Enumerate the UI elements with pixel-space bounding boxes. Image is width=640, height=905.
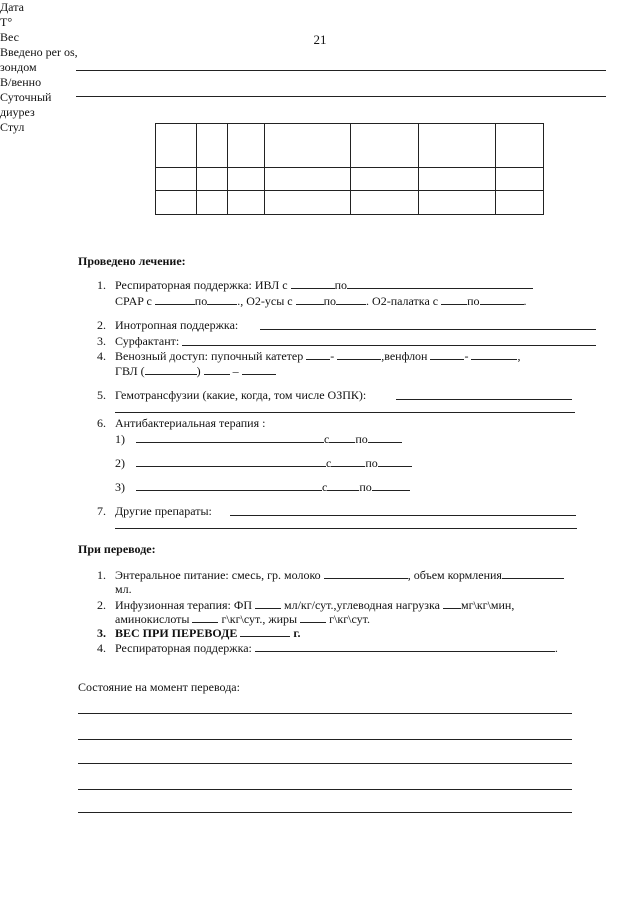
table-col-line [227,123,228,215]
list-item [97,334,179,348]
list-item [97,318,238,332]
blank-field[interactable] [296,294,324,305]
item-text: Инфузионная терапия: ФП [115,598,252,612]
blank-field[interactable] [204,364,230,375]
list-item [115,582,132,596]
blank-field[interactable] [136,480,322,491]
blank-field[interactable] [255,598,281,609]
item-text: ВЕС ПРИ ПЕРЕВОДЕ [115,626,238,640]
table-col-line [264,123,265,215]
item-text: г. [293,626,301,640]
item-text: по [194,294,208,308]
list-item [97,641,558,655]
item-text: по [355,432,368,446]
item-text: Сурфактант: [115,334,180,348]
item-text: г\кг\сут. [329,612,370,626]
blank-field[interactable] [291,278,335,289]
table-header-cell: В/венно [0,75,42,89]
list-item [97,278,533,292]
blank-field[interactable] [471,349,517,360]
blank-field[interactable] [300,612,326,623]
item-text: Венозный доступ: пупочный катетер [115,349,304,363]
item-number: 5. [97,388,106,402]
blank-line[interactable] [115,528,577,529]
observation-table [0,0,640,135]
item-text: Другие препараты: [115,504,212,518]
blank-field[interactable] [502,568,564,579]
blank-field[interactable] [240,626,290,637]
blank-field[interactable] [136,432,324,443]
table-header-cell: Стул [0,120,25,134]
blank-field[interactable] [255,641,555,652]
item-text: по [323,294,337,308]
list-item [97,388,366,402]
list-item [97,626,300,640]
blank-field[interactable] [336,294,366,305]
item-text: – [232,364,239,378]
blank-field[interactable] [368,432,402,443]
blank-field[interactable] [337,349,381,360]
item-text: Антибактериальная терапия : [115,416,266,430]
blank-line[interactable] [78,763,572,764]
item-text: Респираторная поддержка: ИВЛ с [115,278,288,292]
table-col-line [155,123,156,215]
list-item [97,349,520,363]
blank-line[interactable] [396,399,572,400]
table-col-line [418,123,419,215]
blank-field[interactable] [329,432,355,443]
blank-line[interactable] [78,812,572,813]
section-title-treatment: Проведено лечение: [78,254,186,268]
item-number: 4. [97,641,106,655]
item-text: . O2-палатка с [366,294,439,308]
item-text: по [334,278,347,292]
item-text: по [365,456,378,470]
item-text: Гемотрансфузии (какие, когда, том числе ОЗПК): [115,388,367,402]
item-text: по [467,294,480,308]
item-text: с [326,456,332,470]
table-header-cell: Суточный диурез [0,90,52,119]
blank-field[interactable] [242,364,276,375]
blank-line [76,96,606,97]
table-row-line [155,214,543,215]
section-title-transfer: При переводе: [78,542,156,556]
table-col-line [196,123,197,215]
blank-line[interactable] [230,515,576,516]
item-text: ,венфлон [381,349,428,363]
item-text: с [322,480,328,494]
table-header-cell: T° [0,15,13,29]
blank-line[interactable] [78,789,572,790]
blank-line[interactable] [78,713,572,714]
item-number: 2) [115,456,125,470]
table-header-cell: Дата [0,0,24,14]
table-col-line [495,123,496,215]
item-number: 3. [97,626,106,640]
blank-line[interactable] [78,739,572,740]
list-item [115,294,527,308]
item-text: мл/кг/сут.,углеводная нагрузка [284,598,440,612]
item-text: ., O2-усы с [237,294,293,308]
item-number: 1. [97,568,106,582]
item-text: Инотропная поддержка: [115,318,239,332]
list-item [115,432,402,446]
item-text: . [523,294,527,308]
blank-field[interactable] [136,456,326,467]
blank-field[interactable] [324,568,408,579]
item-number: 3) [115,480,125,494]
item-number: 4. [97,349,106,363]
blank-line[interactable] [182,345,596,346]
list-item [97,504,212,518]
table-col-line [543,123,544,215]
item-text: , объем кормления [407,568,502,582]
blank-field[interactable] [331,456,365,467]
item-text: ) [196,364,201,378]
blank-field[interactable] [207,294,237,305]
list-item [115,612,370,626]
blank-field[interactable] [443,598,461,609]
blank-field[interactable] [372,480,410,491]
item-number: 3. [97,334,106,348]
item-text: - [464,349,469,363]
table-border [155,123,543,124]
item-number: 1. [97,278,106,292]
item-text: мг\кг\мин, [460,598,515,612]
list-item [97,416,265,430]
table-row-line [155,167,543,168]
item-number: 6. [97,416,106,430]
blank-field[interactable] [441,294,467,305]
list-item [115,364,276,378]
item-text: ГВЛ ( [115,364,145,378]
item-number: 2. [97,318,106,332]
list-item [97,568,564,582]
item-text: аминокислоты [115,612,190,626]
item-text: мл. [115,582,132,596]
blank-field[interactable] [155,294,195,305]
blank-line [76,70,606,71]
table-row-line [155,190,543,191]
item-text: Респираторная поддержка: [115,641,252,655]
item-number: 2. [97,598,106,612]
blank-field[interactable] [192,612,218,623]
blank-field[interactable] [145,364,197,375]
item-text: - [330,349,335,363]
blank-field[interactable] [430,349,464,360]
blank-field[interactable] [327,480,359,491]
blank-field[interactable] [378,456,412,467]
table-header-cell: Вес [0,30,19,44]
list-item [115,480,410,494]
item-text: , [517,349,521,363]
table-header-cell: Введено per os, зондом [0,45,78,74]
item-text: г\кг\сут., жиры [221,612,298,626]
item-text: CPAP с [115,294,152,308]
list-item [97,598,514,612]
blank-field[interactable] [347,278,533,289]
blank-line[interactable] [115,412,575,413]
item-text: по [359,480,372,494]
blank-field[interactable] [306,349,330,360]
list-item [115,456,412,470]
blank-field[interactable] [480,294,524,305]
item-text: с [324,432,330,446]
item-number: 1) [115,432,125,446]
table-col-line [350,123,351,215]
item-text: . [554,641,558,655]
page-number: 21 [313,32,327,47]
item-text: Энтеральное питание: смесь, гр. молоко [115,568,321,582]
blank-line[interactable] [260,329,596,330]
state-label: Состояние на момент перевода: [78,680,240,694]
item-number: 7. [97,504,106,518]
